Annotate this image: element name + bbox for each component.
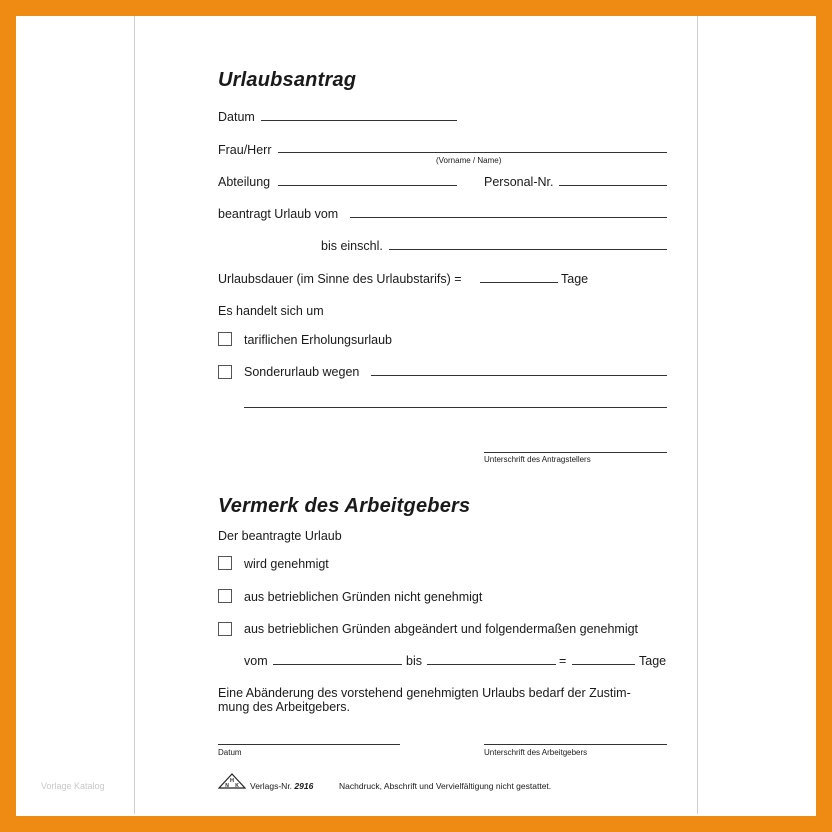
datum-field[interactable] [261, 120, 457, 121]
genehmigt-tage-field[interactable] [572, 664, 635, 665]
hinweis-line-1: Eine Abänderung des vorstehend genehmigten Urlaubs bedarf der Zustim- [218, 686, 631, 700]
name-field[interactable] [278, 152, 667, 153]
unterschrift-antragsteller-field[interactable] [484, 452, 667, 453]
sonderurlaub-checkbox[interactable] [218, 365, 232, 379]
svg-text:K: K [235, 783, 239, 789]
copyright-notice: Nachdruck, Abschrift und Vervielfältigung nicht gestattet. [339, 781, 552, 791]
urlaubsdauer-label: Urlaubsdauer (im Sinne des Urlaubstarifs) = [218, 272, 462, 286]
genehmigt-checkbox[interactable] [218, 556, 232, 570]
genehmigt-bis-field[interactable] [427, 664, 556, 665]
hinweis-line-2: mung des Arbeitgebers. [218, 700, 351, 714]
equals-label: = [559, 654, 567, 668]
es-handelt-label: Es handelt sich um [218, 304, 324, 318]
urlaubsdauer-field[interactable] [480, 282, 558, 283]
abgeaendert-label: aus betrieblichen Gründen abgeändert und folgendermaßen genehmigt [244, 622, 639, 636]
vom-label: vom [244, 654, 268, 668]
sonderurlaub-grund-field-2[interactable] [244, 407, 667, 408]
verlags-number: 2916 [294, 781, 314, 791]
unterschrift-arbeitgeber-field[interactable] [484, 744, 667, 745]
datum-arbeitgeber-field[interactable] [218, 744, 400, 745]
urlaub-vom-field[interactable] [350, 217, 667, 218]
tage-label-2: Tage [639, 654, 667, 668]
datum-label: Datum [218, 110, 255, 124]
hnk-logo-icon [218, 773, 246, 789]
abteilung-field[interactable] [278, 185, 457, 186]
personal-nr-field[interactable] [559, 185, 667, 186]
urlaub-bis-field[interactable] [389, 249, 667, 250]
datum-arbeitgeber-label: Datum [218, 748, 242, 757]
unterschrift-antragsteller-label: Unterschrift des Antragstellers [484, 455, 591, 464]
nicht-genehmigt-label: aus betrieblichen Gründen nicht genehmigt [244, 590, 483, 604]
genehmigt-vom-field[interactable] [273, 664, 402, 665]
svg-text:H: H [230, 778, 234, 784]
nicht-genehmigt-checkbox[interactable] [218, 589, 232, 603]
svg-text:N: N [225, 783, 229, 789]
sonderurlaub-grund-field[interactable] [371, 375, 667, 376]
verlags-label: Verlags-Nr. [250, 781, 293, 791]
verlags-nr [250, 782, 313, 791]
beantragt-label: beantragt Urlaub vom [218, 207, 339, 221]
abteilung-label: Abteilung [218, 175, 271, 189]
form-title: Urlaubsantrag [218, 69, 357, 91]
vermerk-title: Vermerk des Arbeitgebers [218, 495, 471, 517]
sonderurlaub-label: Sonderurlaub wegen [244, 365, 360, 379]
bis-label: bis [406, 654, 422, 668]
tariflich-label: tariflichen Erholungsurlaub [244, 333, 393, 347]
tage-label: Tage [561, 272, 589, 286]
der-beantragte-label: Der beantragte Urlaub [218, 529, 342, 543]
personal-nr-label: Personal-Nr. [484, 175, 554, 189]
watermark: Vorlage Katalog [41, 781, 105, 791]
bis-einschl-label: bis einschl. [321, 239, 383, 253]
frau-herr-label: Frau/Herr [218, 143, 272, 157]
unterschrift-arbeitgeber-label: Unterschrift des Arbeitgebers [484, 748, 588, 757]
genehmigt-label: wird genehmigt [244, 557, 329, 571]
abgeaendert-checkbox[interactable] [218, 622, 232, 636]
tariflich-checkbox[interactable] [218, 332, 232, 346]
vorname-name-hint: (Vorname / Name) [436, 156, 502, 165]
